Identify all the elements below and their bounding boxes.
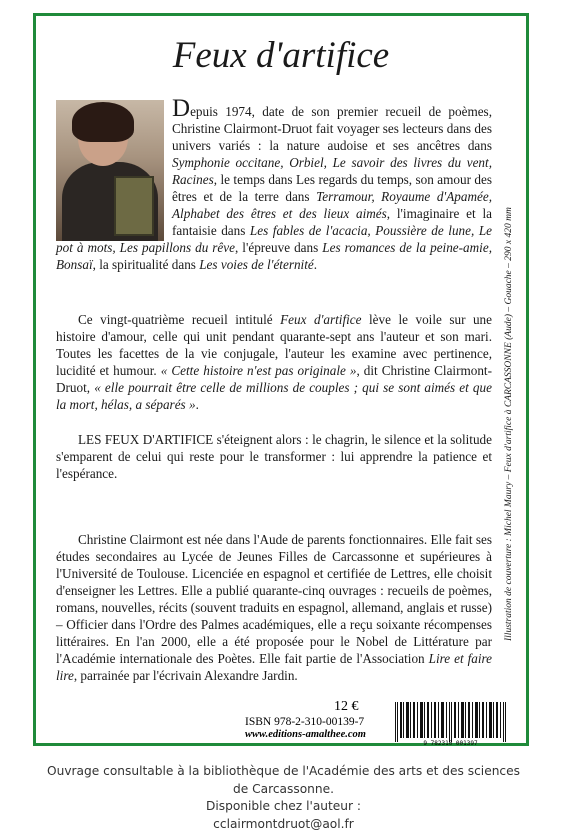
- intro-text-3: , l'imaginaire et la fantaisie dans: [172, 206, 492, 238]
- summary-text-4: .: [195, 397, 199, 412]
- book-title: Feux d'artifice: [172, 35, 390, 76]
- summary-italic-1: Feux d'artifice: [280, 312, 362, 327]
- isbn: ISBN 978-2-310-00139-7: [245, 716, 365, 728]
- paragraph-intro: [56, 95, 493, 273]
- intro-text-4: , l'épreuve dans: [235, 240, 323, 255]
- caption-line-1: Ouvrage consultable à la bibliothèque de l'Académie des arts et des sciences: [47, 764, 520, 778]
- intro-italic-5: Les voies de l'éternité: [199, 257, 314, 272]
- photo-float-space: [56, 100, 172, 235]
- biography-text-1: Christine Clairmont est née dans l'Aude de parents fonctionnaires. Elle fait ses études secondaires au Lycée de Jeunes Filles de Carcassonne et supérieures à l'Université de Toulouse. Licenciée en espagnol et certifiée de Lettres, elle choisit d'enseigner les Lettres. Elle a publié quarante-cinq ouvrages : recueils de poèmes, romans, nouvelles, récits (souvent traduits en espagnol, allemand, anglais et russe) – Officier dans l'Ordre des Palmes académiques, elle a reçu soixante récompenses littéraires. En l'an 2000, elle a été proposée pour le Nobel de Littérature par l'Académie internationale des Poètes. Elle fait partie de l'Association: [56, 532, 493, 666]
- intro-italic-4: Les romances de la peine-amie, Bonsaï: [56, 240, 492, 272]
- summary-italic-3: « elle pourrait être celle de millions de couples ; qui se sont aimés et que la mort, hélas, a séparés »: [56, 380, 492, 412]
- intro-italic-2: Terramour, Royaume d'Apamée, Alphabet des êtres et des lieux aimés: [172, 189, 493, 221]
- book-back-cover: [33, 13, 529, 746]
- caption: [0, 763, 567, 833]
- biography-italic-1: Lire et faire lire: [56, 651, 492, 683]
- intro-text-2: , le temps dans Les regards du temps, son amour des êtres et de la terre dans: [172, 172, 492, 204]
- intro-text-6: .: [313, 257, 318, 272]
- biography-text-2: , parrainée par l'écrivain Alexandre Jardin.: [73, 668, 298, 683]
- paragraph-biography: [56, 531, 492, 684]
- caption-line-4: cclairmontdruot@aol.fr: [213, 816, 354, 831]
- intro-text-1: epuis 1974, date de son premier recueil de poèmes, Christine Clairmont-Druot fait voyager ses lecteurs dans des univers variés : la nature audoise et ses ancêtres dans: [172, 104, 492, 153]
- barcode: [393, 702, 508, 742]
- caption-line-2: de Carcassonne.: [233, 781, 334, 796]
- paragraph-summary: [56, 311, 492, 413]
- publisher-website: www.editions-amalthee.com: [245, 729, 366, 740]
- paragraph-fireworks: [56, 431, 492, 482]
- intro-italic-3: Les fables de l'acacia, Poussière de lune, Le pot à mots, Les papillons du rêve: [56, 223, 493, 255]
- drop-cap: D: [172, 95, 191, 122]
- fireworks-text: LES FEUX D'ARTIFICE s'éteignent alors : le chagrin, le silence et la solitude s'emparent de celui qui reste pour le transformer : lui apprendre la patience et l'espérance.: [56, 432, 492, 481]
- summary-italic-2: « Cette histoire n'est pas originale »: [160, 363, 357, 378]
- summary-text-1: Ce vingt-quatrième recueil intitulé: [78, 312, 281, 327]
- caption-line-3: Disponible chez l'auteur :: [205, 799, 362, 813]
- cover-credit-sidebar: Illustration de couverture : Michel Maury – Feux d'artifice à CARCASSONNE (Aude) – Gouache – 290 x 420 mm: [504, 207, 514, 641]
- price: 12 €: [334, 699, 359, 714]
- intro-text-5: , la spiritualité dans: [92, 257, 200, 272]
- intro-italic-1: Symphonie occitane, Orbiel, Le savoir des livres du vent, Racines: [172, 155, 492, 187]
- summary-text-2: lève le voile sur une histoire d'amour, celle qui unit pendant quarante-sept ans l'auteur et son mari. Toutes les facettes de la vie conjugale, l'auteur les examine avec pertinence, lucidité et humour.: [56, 312, 493, 378]
- summary-text-3: , dit Christine Clairmont-Druot,: [56, 363, 492, 395]
- barcode-digits: 9 782310 001397: [423, 740, 478, 747]
